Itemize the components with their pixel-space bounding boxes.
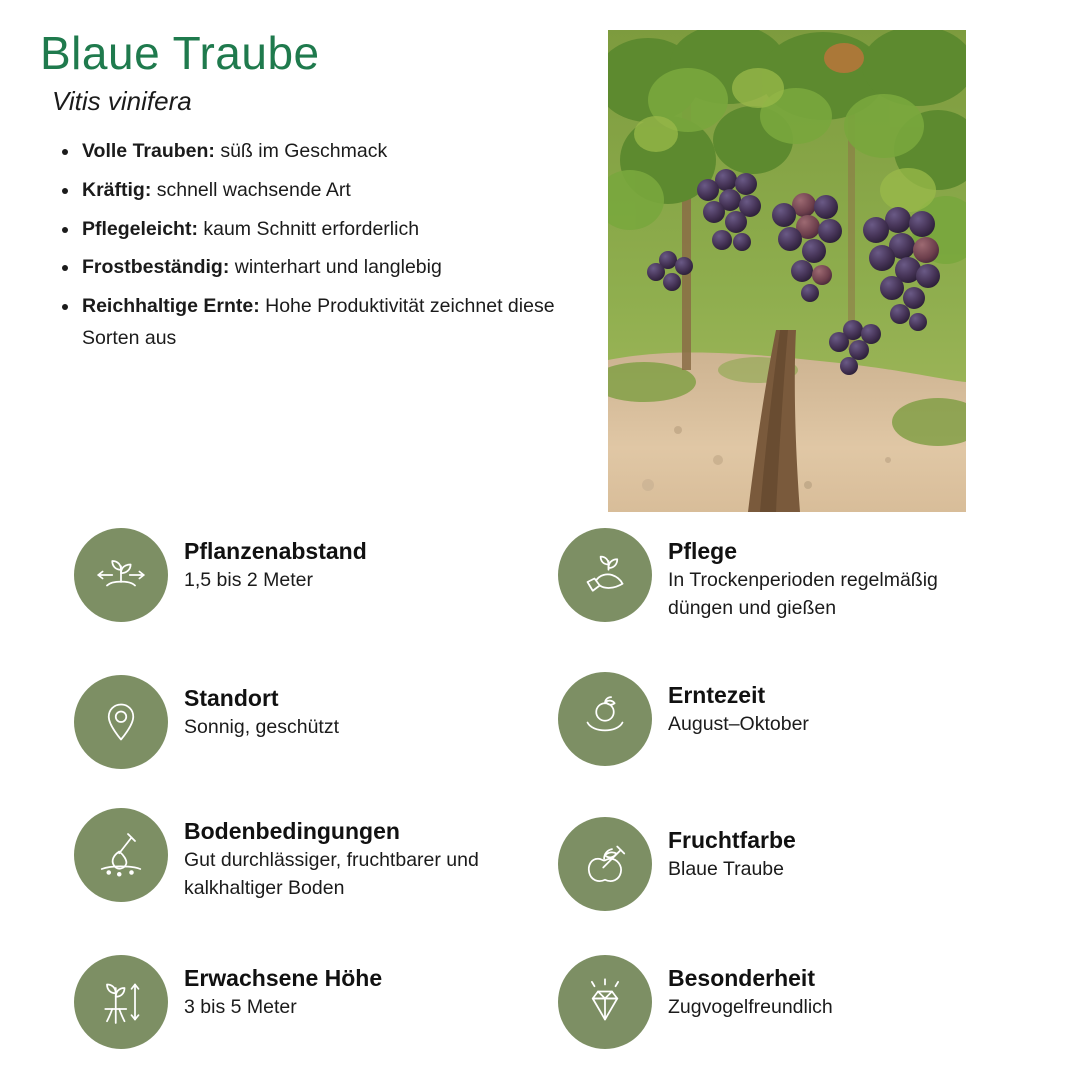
bullet-label: Kräftig:	[82, 178, 152, 201]
feature-title: Erwachsene Höhe	[184, 965, 383, 991]
list-item	[82, 136, 568, 168]
feature-title: Besonderheit	[668, 965, 815, 991]
bullet-label: Pflegeleicht:	[82, 217, 198, 240]
feature-desc: Zugvogelfreundlich	[668, 996, 833, 1019]
feature-desc: 1,5 bis 2 Meter	[184, 569, 313, 592]
bullet-text: Hohe Produktivität zeichnet diese Sorten aus	[82, 295, 555, 349]
bullet-label: Frostbeständig:	[82, 256, 230, 279]
list-item	[82, 252, 568, 284]
bullet-label: Reichhaltige Ernte:	[82, 295, 260, 318]
feature-title: Bodenbedingungen	[184, 818, 400, 844]
shovel-soil-icon	[74, 808, 168, 902]
feature-soil-conditions	[74, 808, 484, 903]
feature-desc: August–Oktober	[668, 713, 809, 736]
feature-text	[668, 672, 809, 739]
feature-text	[668, 955, 833, 1022]
bullet-text: schnell wachsende Art	[151, 178, 351, 201]
page-title: Blaue Traube	[40, 27, 320, 79]
list-item	[82, 291, 568, 355]
feature-desc: Blaue Traube	[668, 858, 785, 881]
feature-harvest-time	[558, 672, 809, 766]
feature-text	[184, 528, 367, 595]
feature-special	[558, 955, 833, 1049]
feature-title: Erntezeit	[668, 682, 766, 708]
diamond-special-icon	[558, 955, 652, 1049]
fruit-brush-color-icon	[558, 817, 652, 911]
feature-mature-height	[74, 955, 382, 1049]
bullet-text: kaum Schnitt erforderlich	[197, 217, 420, 240]
feature-location	[74, 675, 339, 769]
feature-title: Fruchtfarbe	[668, 827, 796, 853]
grape-vineyard-photo	[608, 30, 966, 512]
list-item	[82, 175, 568, 207]
page-subtitle: Vitis vinifera	[52, 86, 192, 116]
feature-text	[668, 528, 968, 623]
plant-spacing-icon	[74, 528, 168, 622]
feature-bullet-list	[48, 136, 568, 362]
feature-plant-spacing	[74, 528, 367, 622]
feature-care	[558, 528, 968, 623]
list-item	[82, 214, 568, 246]
feature-title: Standort	[184, 685, 279, 711]
feature-text	[184, 675, 339, 742]
feature-text	[184, 808, 484, 903]
hand-fruit-harvest-icon	[558, 672, 652, 766]
bullet-label: Volle Trauben:	[82, 140, 215, 162]
feature-desc: 3 bis 5 Meter	[184, 996, 297, 1019]
bullet-text: süß im Geschmack	[214, 140, 388, 162]
feature-desc: Sonnig, geschützt	[184, 716, 340, 739]
hand-plant-care-icon	[558, 528, 652, 622]
location-pin-icon	[74, 675, 168, 769]
bullet-text: winterhart und langlebig	[229, 256, 442, 279]
feature-desc: In Trockenperioden regelmäßig düngen und gießen	[668, 569, 938, 620]
feature-text	[668, 817, 796, 884]
feature-desc: Gut durchlässiger, fruchtbarer und kalkhaltiger Boden	[184, 849, 479, 900]
plant-height-icon	[74, 955, 168, 1049]
feature-title: Pflanzenabstand	[184, 538, 367, 564]
feature-grid	[0, 520, 1080, 1080]
feature-fruit-color	[558, 817, 796, 911]
feature-title: Pflege	[668, 538, 738, 564]
feature-text	[184, 955, 382, 1022]
